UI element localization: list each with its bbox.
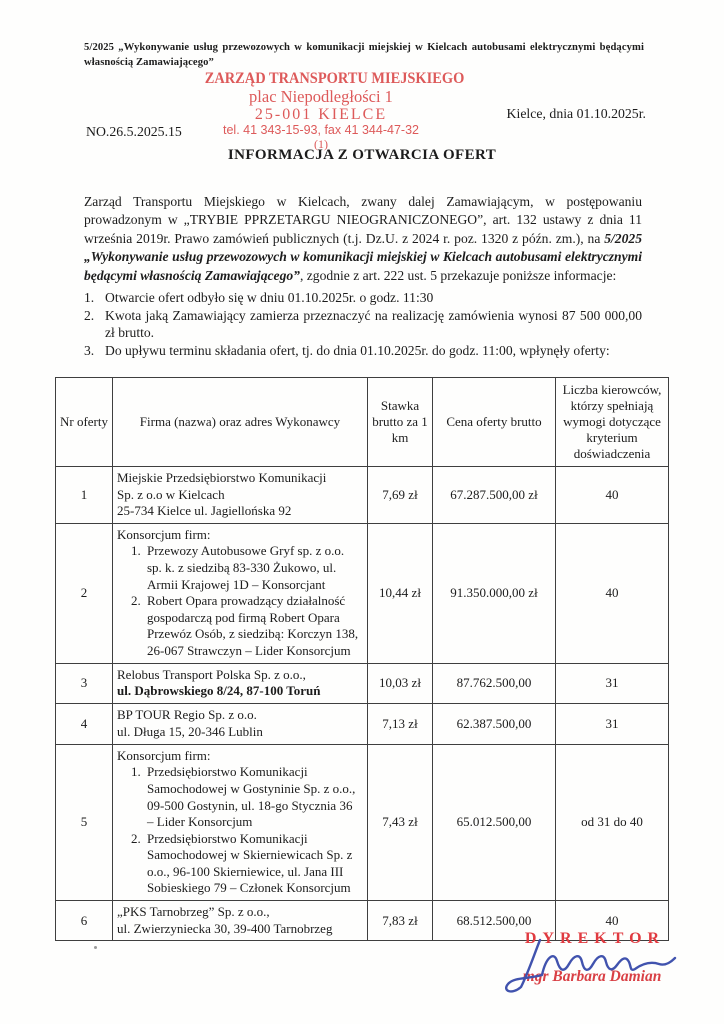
table-row <box>56 703 669 744</box>
list-item-text: Do upływu terminu składania ofert, tj. do dnia 01.10.2025r. do godz. 11:00, wpłynęły oferty: <box>105 342 610 358</box>
cell-price: 87.762.500,00 <box>433 663 556 703</box>
firm-line: ul. Dąbrowskiego 8/24, 87-100 Toruń <box>117 683 321 699</box>
header-firm: Firma (nazwa) oraz adres Wykonawcy <box>113 378 368 467</box>
cell-firm <box>113 663 368 703</box>
cell-rate: 7,13 zł <box>368 703 433 744</box>
table-row <box>56 663 669 703</box>
cell-price: 67.287.500,00 zł <box>433 467 556 524</box>
consortium-member-text: Przewozy Autobusowe Gryf sp. z o.o. sp. k. z siedzibą 83-330 Żukowo, ul. Armii Krajowej 1D – Konsorcjant <box>147 543 345 592</box>
firm-line: ul. Długa 15, 20-346 Lublin <box>117 723 263 739</box>
table-header-row <box>56 378 669 467</box>
cell-price: 62.387.500,00 <box>433 703 556 744</box>
stamp-phones: tel. 41 343-15-93, fax 41 344-47-32 <box>223 122 419 137</box>
cell-drivers: od 31 do 40 <box>556 744 669 900</box>
header-rate: Stawka brutto za 1 km <box>368 378 433 467</box>
list-item <box>84 289 642 307</box>
cell-drivers: 40 <box>556 467 669 524</box>
consortium-member <box>117 543 363 593</box>
office-address-stamp <box>196 70 465 151</box>
header-drivers: Liczba kierowców, którzy spełniają wymogi dotyczące kryterium doświadczenia <box>556 378 669 467</box>
consortium-member-number: 2. <box>131 830 141 846</box>
consortium-header: Konsorcjum firm: <box>117 526 211 542</box>
information-list <box>84 289 642 359</box>
firm-line: 25-734 Kielce ul. Jagiellońska 92 <box>117 503 292 519</box>
table-row <box>56 523 669 663</box>
cell-firm <box>113 467 368 524</box>
table-row <box>56 467 669 524</box>
stamp-street: plac Niepodległości 1 <box>249 87 393 107</box>
cell-offer-no: 3 <box>56 663 113 703</box>
signature-name-stamp: mgr Barbara Damian <box>522 968 662 985</box>
cell-rate: 10,44 zł <box>368 523 433 663</box>
list-item-number: 2. <box>84 307 95 323</box>
cell-offer-no: 2 <box>56 523 113 663</box>
cell-rate: 7,43 zł <box>368 744 433 900</box>
list-item-text: Otwarcie ofert odbyło się w dniu 01.10.2025r. o godz. 11:30 <box>105 290 434 305</box>
scan-artifact-dot <box>94 946 97 949</box>
list-item <box>84 307 642 342</box>
firm-line: Miejskie Przedsiębiorstwo Komunikacji <box>117 470 327 485</box>
cell-price: 68.512.500,00 <box>433 901 556 941</box>
cell-price: 91.350.000,00 zł <box>433 523 556 663</box>
consortium-member <box>117 764 363 830</box>
cell-rate: 7,83 zł <box>368 901 433 941</box>
cell-offer-no: 6 <box>56 901 113 941</box>
firm-line: Sp. z o.o w Kielcach <box>117 486 225 502</box>
consortium-member <box>117 593 363 659</box>
header-price: Cena oferty brutto <box>433 378 556 467</box>
cell-offer-no: 4 <box>56 703 113 744</box>
firm-line: Relobus Transport Polska Sp. z o.o., <box>117 666 306 682</box>
cell-firm <box>113 523 368 663</box>
signature-role-stamp: DYREKTOR <box>524 930 666 947</box>
consortium-header: Konsorcjum firm: <box>117 747 211 763</box>
cell-drivers: 40 <box>556 901 669 941</box>
consortium-member-text: Przedsiębiorstwo Komunikacji Samochodowej w Gostyninie Sp. z o.o., 09-500 Gostynin, ul. 18-go Stycznia 36 – Lider Konsorcjum <box>147 764 356 830</box>
firm-line: „PKS Tarnobrzeg” Sp. z o.o., <box>117 904 270 920</box>
place-and-date: Kielce, dnia 01.10.2025r. <box>506 106 646 121</box>
document-title: INFORMACJA Z OTWARCIA OFERT <box>227 147 497 163</box>
cell-firm <box>113 901 368 941</box>
list-item <box>84 342 642 360</box>
cell-offer-no: 5 <box>56 744 113 900</box>
cell-drivers: 40 <box>556 523 669 663</box>
consortium-member-number: 1. <box>131 543 141 559</box>
intro-paragraph-tail: , zgodnie z art. 222 ust. 5 przekazuje poniższe informacje: <box>299 267 617 283</box>
intro-paragraph <box>84 193 642 286</box>
cell-firm <box>113 744 368 900</box>
reference-number: NO.26.5.2025.15 <box>86 124 182 139</box>
cell-firm <box>113 703 368 744</box>
consortium-member-number: 1. <box>131 764 141 780</box>
stamp-counter: (1) <box>314 136 328 151</box>
consortium-member-text: Przedsiębiorstwo Komunikacji Samochodowej w Skierniewicach Sp. z o.o., 96-100 Skierniewice, ul. Jana III Sobieskiego 79 – Członek Konsorcjum <box>147 830 353 896</box>
list-item-number: 3. <box>84 342 95 358</box>
procurement-reference-note: 5/2025 „Wykonywanie usług przewozowych w komunikacji miejskiej w Kielcach autobusami elektrycznymi będącymi własnością Zamawiającego” <box>84 42 644 69</box>
firm-line: ul. Zwierzyniecka 30, 39-400 Tarnobrzeg <box>117 920 333 936</box>
consortium-member-text: Robert Opara prowadzący działalność gospodarczą pod firmą Robert Opara Przewóz Osób, z siedzibą: Korczyn 138, 26-067 Strawczyn – Lider Konsorcjum <box>147 593 359 658</box>
consortium-member <box>117 831 363 897</box>
cell-drivers: 31 <box>556 663 669 703</box>
firm-line: BP TOUR Regio Sp. z o.o. <box>117 707 257 723</box>
cell-rate: 7,69 zł <box>368 467 433 524</box>
cell-price: 65.012.500,00 <box>433 744 556 900</box>
intro-paragraph-lead: Zarząd Transportu Miejskiego w Kielcach, zwany dalej Zamawiającym, w postępowaniu prowadzonym w „TRYBIE PPRZETARGU NIEOGRANICZONEGO”, art. 132 ustawy z dnia 11 września 2019r. Prawo zamówień publicznych (t.j. Dz.U. z 2024 r. poz. 1320 z późn. zm.), na <box>84 193 642 246</box>
consortium-member-number: 2. <box>131 593 141 609</box>
list-item-number: 1. <box>84 290 95 305</box>
table-row <box>56 744 669 900</box>
stamp-org-name: ZARZĄD TRANSPORTU MIEJSKIEGO <box>204 70 465 87</box>
signature-block <box>492 931 692 985</box>
offers-table <box>55 377 669 941</box>
list-item-text: Kwota jaką Zamawiający zamierza przeznaczyć na realizację zamówienia wynosi 87 500 000,00 zł brutto. <box>105 307 642 341</box>
cell-drivers: 31 <box>556 703 669 744</box>
cell-offer-no: 1 <box>56 467 113 524</box>
intro-paragraph-emphasis: 5/2025 „Wykonywanie usług przewozowych w komunikacji miejskiej w Kielcach autobusami elektrycznymi będącymi własnością Zamawiającego” <box>84 230 642 283</box>
cell-rate: 10,03 zł <box>368 663 433 703</box>
stamp-city: 25-001 KIELCE <box>254 105 388 123</box>
header-offer-no: Nr oferty <box>56 378 113 467</box>
